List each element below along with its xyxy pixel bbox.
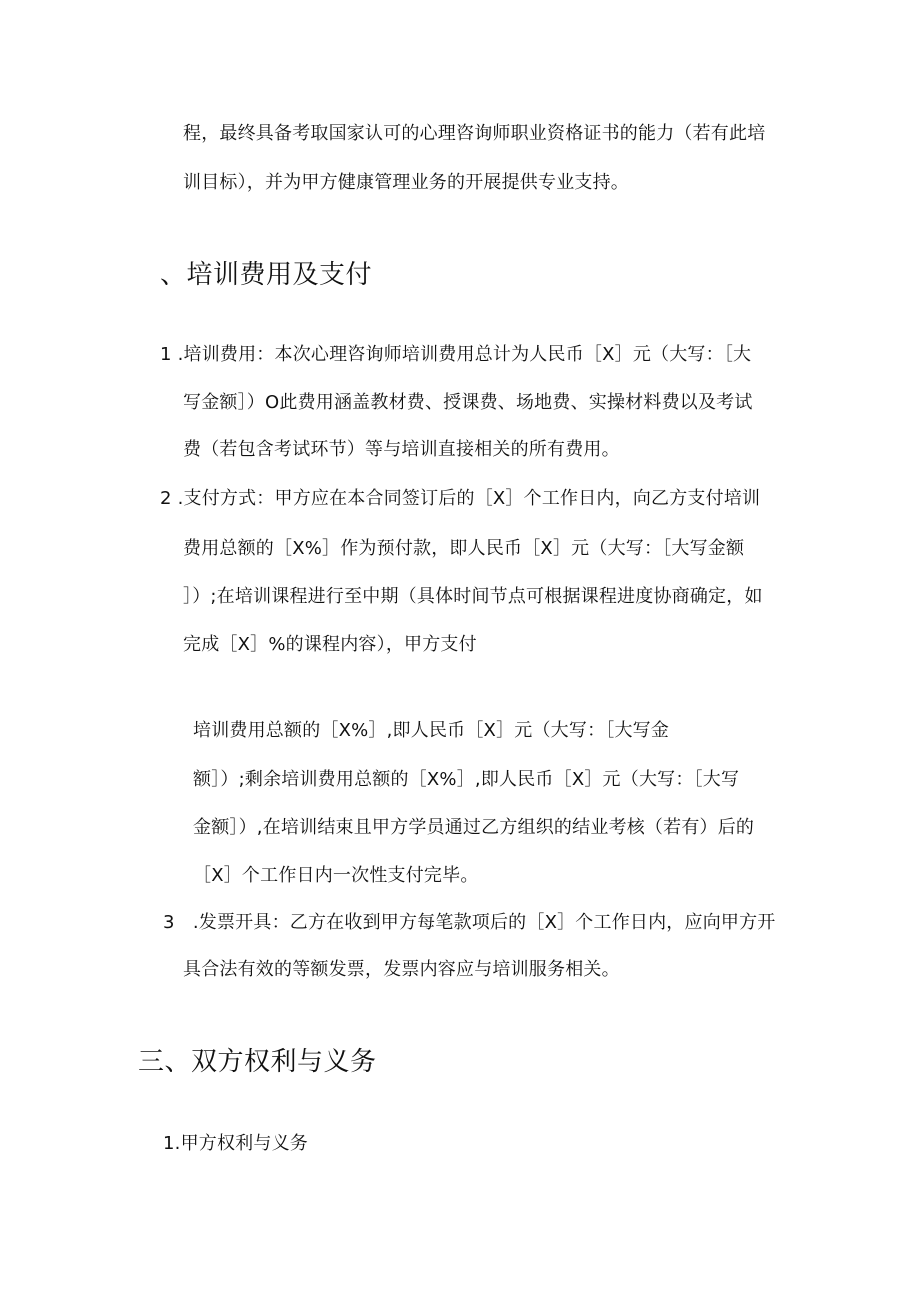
intro-line-1: 程，最终具备考取国家认可的心理咨询师职业资格证书的能力（若有此培	[183, 123, 766, 144]
item-1-line-2: 写金额］）O此费用涵盖教材费、授课费、场地费、实操材料费以及考试	[183, 392, 753, 413]
item-2-line-6: 额］）;剩余培训费用总额的［X%］,即人民币［X］元（大写：［大写	[193, 769, 740, 790]
item-2-line-5: 培训费用总额的［X%］,即人民币［X］元（大写：［大写金	[193, 720, 670, 741]
intro-line-2: 训目标），并为甲方健康管理业务的开展提供专业支持。	[183, 172, 629, 193]
section-2-heading: 、培训费用及支付	[160, 260, 373, 290]
item-2-line-2: 费用总额的［X%］作为预付款，即人民币［X］元（大写：［大写金额	[183, 538, 745, 559]
section-3-sub-1: 1.甲方权利与义务	[163, 1133, 308, 1154]
item-3-line-2: 具合法有效的等额发票，发票内容应与培训服务相关。	[183, 959, 620, 980]
section-3-heading: 三、双方权利与义务	[138, 1047, 377, 1077]
item-1-line-1: 1 .培训费用：本次心理咨询师培训费用总计为人民币［X］元（大写：［大	[160, 344, 752, 365]
item-2-line-4: 完成［X］%的课程内容），甲方支付	[183, 634, 477, 655]
item-2-line-3: ］）;在培训课程进行至中期（具体时间节点可根据课程进度协商确定，如	[183, 586, 763, 607]
item-1-line-3: 费（若包含考试环节）等与培训直接相关的所有费用。	[183, 439, 620, 460]
item-3-line-1: 3 .发票开具：乙方在收到甲方每笔款项后的［X］个工作日内，应向甲方开	[163, 912, 776, 933]
item-2-line-8: ［X］个工作日内一次性支付完毕。	[193, 865, 479, 886]
item-2-line-7: 金额］）,在培训结束且甲方学员通过乙方组织的结业考核（若有）后的	[193, 817, 755, 838]
item-2-line-1: 2 .支付方式：甲方应在本合同签订后的［X］个工作日内，向乙方支付培训	[160, 488, 761, 509]
